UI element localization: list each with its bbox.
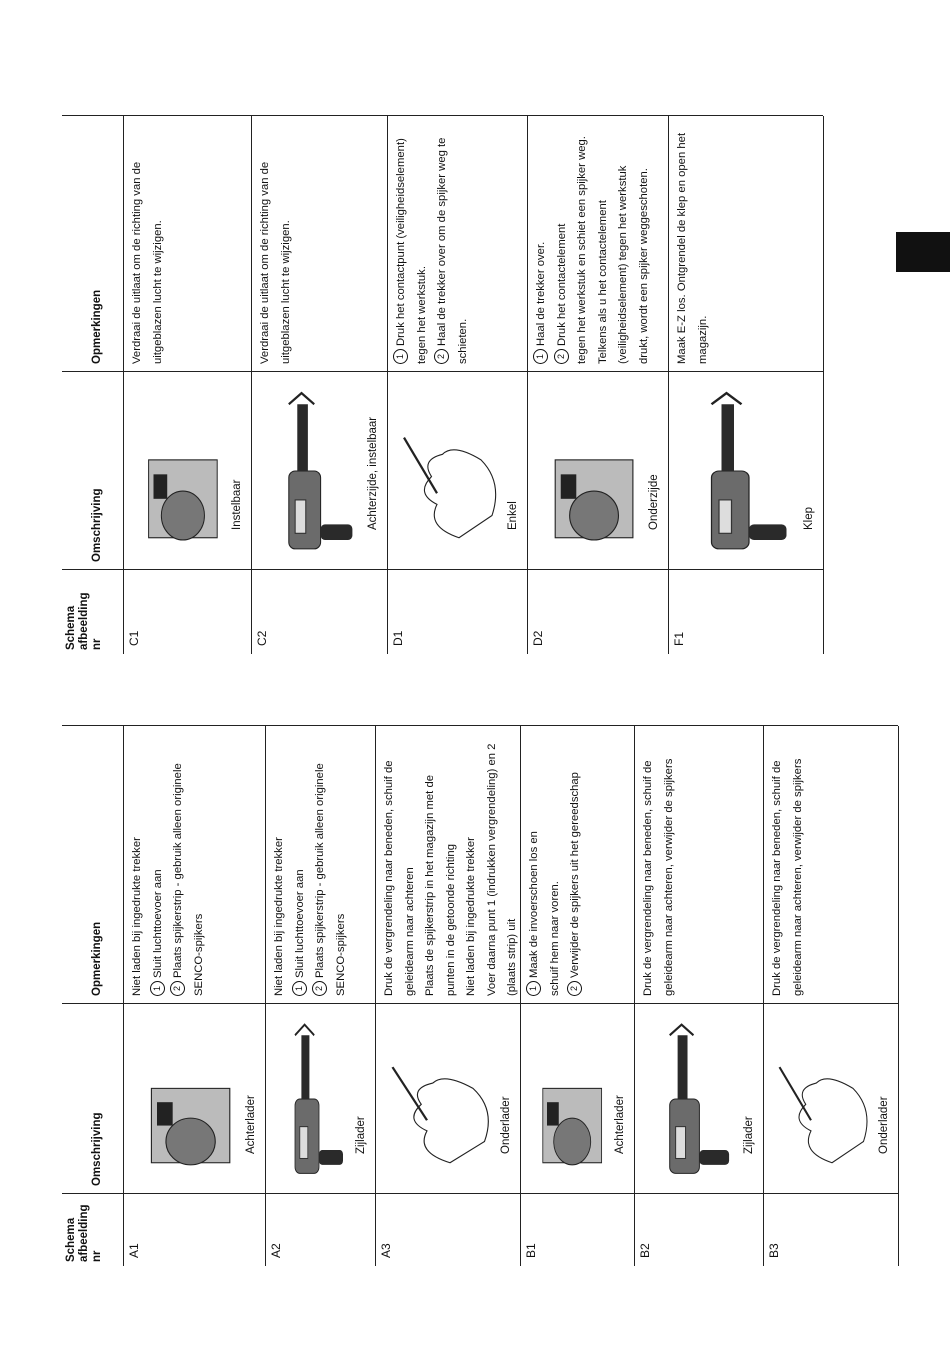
- row-illustration: [533, 382, 649, 560]
- remark-line: 1Druk het contactpunt (veiligheidselement): [391, 138, 412, 364]
- row-nr: A3: [379, 1243, 393, 1258]
- header-nr-line: Schema: [65, 605, 77, 650]
- row-remarks: [638, 759, 679, 996]
- remark-line: drukt, wordt een spijker weggeschoten.: [637, 168, 650, 364]
- row-illustration: [381, 1014, 501, 1184]
- remark-line: SENCO-spijkers: [334, 913, 347, 996]
- remark-line: Telkens als u het contactelement: [596, 200, 609, 364]
- remark-line: (plaats strip) uit: [506, 918, 518, 996]
- illustration-caption: Klep: [803, 506, 815, 530]
- remark-line: uitgeblazen lucht te wijzigen.: [151, 220, 164, 364]
- step-number-icon: 1: [533, 349, 548, 364]
- remark-line: Voer daarna punt 1 (indrukken vergrendeling) en 2: [485, 743, 498, 996]
- row-divider: [387, 116, 388, 654]
- row-illustration: [526, 1014, 615, 1184]
- remark-line: (veiligheidselement) tegen het werkstuk: [617, 165, 629, 364]
- remark-line: schuif hem naar voren.: [548, 881, 561, 996]
- remark-line: Druk de vergrendeling naar beneden, schuif de: [642, 760, 654, 996]
- remark-line: Verdraai de uitlaat om de richting van de: [131, 161, 143, 364]
- header-opmerkingen: Opmerkingen: [91, 921, 103, 996]
- remark-line: 2Haal de trekker over om de spijker weg te: [432, 138, 453, 364]
- remark-line: magazijn.: [696, 315, 709, 364]
- remark-line: geleidearm naar achteren: [403, 867, 416, 996]
- remark-line: 1Sluit luchttoevoer aan: [148, 763, 169, 996]
- remark-line: tegen het werkstuk en schiet een spijker weg.: [576, 136, 588, 364]
- header-nr-line: nr: [91, 638, 103, 650]
- illustration-caption: Onderlader: [878, 1096, 890, 1154]
- header-nr: [65, 1198, 104, 1262]
- row-nr: B1: [524, 1243, 538, 1258]
- row-divider: [375, 726, 376, 1266]
- illustration-caption: Onderzijde: [648, 474, 660, 530]
- step-number-icon: 2: [434, 349, 449, 364]
- row-divider: [763, 726, 764, 1266]
- row-remarks: [269, 763, 351, 996]
- row-divider: [251, 116, 252, 654]
- remark-line: Niet laden bij ingedrukte trekker: [273, 837, 285, 996]
- section-tab-marker: [896, 232, 950, 272]
- step-number-icon: 1: [292, 981, 307, 996]
- remark-line: geleidearm naar achteren, verwijder de spijkers: [791, 758, 804, 996]
- row-remarks: [379, 744, 523, 996]
- row-nr: F1: [672, 631, 686, 646]
- row-nr: D2: [531, 630, 545, 646]
- remark-line: uitgeblazen lucht te wijzigen.: [279, 220, 292, 364]
- table-edge: [62, 725, 898, 726]
- remark-line: Niet laden bij ingedrukte trekker: [465, 837, 477, 996]
- remark-line: Maak E-Z los. Ontgrendel de klep en open het: [676, 132, 688, 364]
- remark-line: schieten.: [456, 318, 469, 364]
- remark-line: punten in de getoonde richting: [444, 843, 457, 996]
- column-divider: [62, 569, 823, 570]
- step-number-icon: 2: [567, 981, 582, 996]
- row-remarks: [672, 133, 713, 364]
- remark-line: 2Plaats spijkerstrip - gebruik alleen originele: [168, 763, 189, 996]
- illustration-caption: Instelbaar: [231, 479, 243, 530]
- step-number-icon: 2: [312, 981, 327, 996]
- illustration-caption: Achterzijde, instelbaar: [367, 416, 379, 530]
- remark-line: Druk de vergrendeling naar beneden, schuif de: [383, 760, 395, 996]
- row-nr: A1: [127, 1243, 141, 1258]
- remark-line: SENCO-spijkers: [192, 913, 205, 996]
- header-nr: [65, 574, 104, 650]
- illustration-caption: Zijlader: [743, 1116, 755, 1154]
- step-number-icon: 2: [554, 349, 569, 364]
- row-nr: B2: [638, 1243, 652, 1258]
- remark-line: 2Druk het contactelement: [552, 136, 573, 364]
- row-divider: [668, 116, 669, 654]
- remark-line: Niet laden bij ingedrukte trekker: [131, 837, 143, 996]
- row-illustration: [129, 1014, 246, 1184]
- row-remarks: [531, 136, 654, 364]
- remark-line: 1Sluit luchttoevoer aan: [290, 763, 311, 996]
- header-nr-line: nr: [91, 1250, 103, 1262]
- illustration-caption: Achterlader: [245, 1095, 257, 1154]
- row-illustration: [257, 382, 368, 560]
- row-remarks: [255, 162, 296, 364]
- row-remarks: [524, 772, 586, 996]
- step-number-icon: 1: [393, 349, 408, 364]
- column-divider: [62, 1193, 898, 1194]
- bottom-table: [65, 726, 898, 1266]
- row-divider: [898, 726, 899, 1266]
- remark-line: tegen het werkstuk.: [415, 266, 428, 364]
- row-illustration: [393, 382, 508, 560]
- row-nr: C1: [127, 630, 141, 646]
- row-illustration: [129, 382, 232, 560]
- remark-line: 2Verwijder de spijkers uit het gereedschap: [565, 772, 586, 996]
- illustration-caption: Achterlader: [614, 1095, 626, 1154]
- header-divider: [123, 116, 124, 654]
- remark-line: Druk de vergrendeling naar beneden, schuif de: [771, 760, 783, 996]
- remark-line: Plaats de spijkerstrip in het magazijn met de: [424, 774, 436, 996]
- top-table: [65, 116, 823, 654]
- row-divider: [527, 116, 528, 654]
- illustration-caption: Enkel: [507, 501, 519, 530]
- step-number-icon: 1: [526, 981, 541, 996]
- row-divider: [823, 116, 824, 654]
- header-divider: [123, 726, 124, 1266]
- row-nr: A2: [269, 1243, 283, 1258]
- column-divider: [62, 371, 823, 372]
- column-divider: [62, 1003, 898, 1004]
- illustration-caption: Zijlader: [355, 1116, 367, 1154]
- header-nr-line: afbeelding: [78, 1204, 90, 1262]
- header-opmerkingen: Opmerkingen: [91, 289, 103, 364]
- row-illustration: [674, 382, 804, 560]
- row-divider: [634, 726, 635, 1266]
- row-remarks: [391, 138, 473, 364]
- row-remarks: [127, 162, 168, 364]
- remark-line: geleidearm naar achteren, verwijder de spijkers: [662, 758, 675, 996]
- row-nr: B3: [767, 1243, 781, 1258]
- table-edge: [62, 115, 823, 116]
- remark-line: 1Maak de invoerschoen los en: [524, 772, 545, 996]
- row-illustration: [271, 1014, 356, 1184]
- illustration-caption: Onderlader: [500, 1096, 512, 1154]
- remark-line: 2Plaats spijkerstrip - gebruik alleen originele: [310, 763, 331, 996]
- header-omschrijving: Omschrijving: [91, 1112, 103, 1186]
- row-remarks: [127, 763, 209, 996]
- remark-line: Verdraai de uitlaat om de richting van de: [259, 161, 271, 364]
- row-remarks: [767, 759, 808, 996]
- row-nr: C2: [255, 630, 269, 646]
- row-nr: D1: [391, 630, 405, 646]
- header-nr-line: afbeelding: [78, 592, 90, 650]
- step-number-icon: 2: [170, 981, 185, 996]
- remark-line: 1Haal de trekker over.: [531, 136, 552, 364]
- step-number-icon: 1: [150, 981, 165, 996]
- row-divider: [265, 726, 266, 1266]
- row-illustration: [640, 1014, 744, 1184]
- header-omschrijving: Omschrijving: [91, 488, 103, 562]
- header-nr-line: Schema: [65, 1217, 77, 1262]
- row-illustration: [769, 1014, 879, 1184]
